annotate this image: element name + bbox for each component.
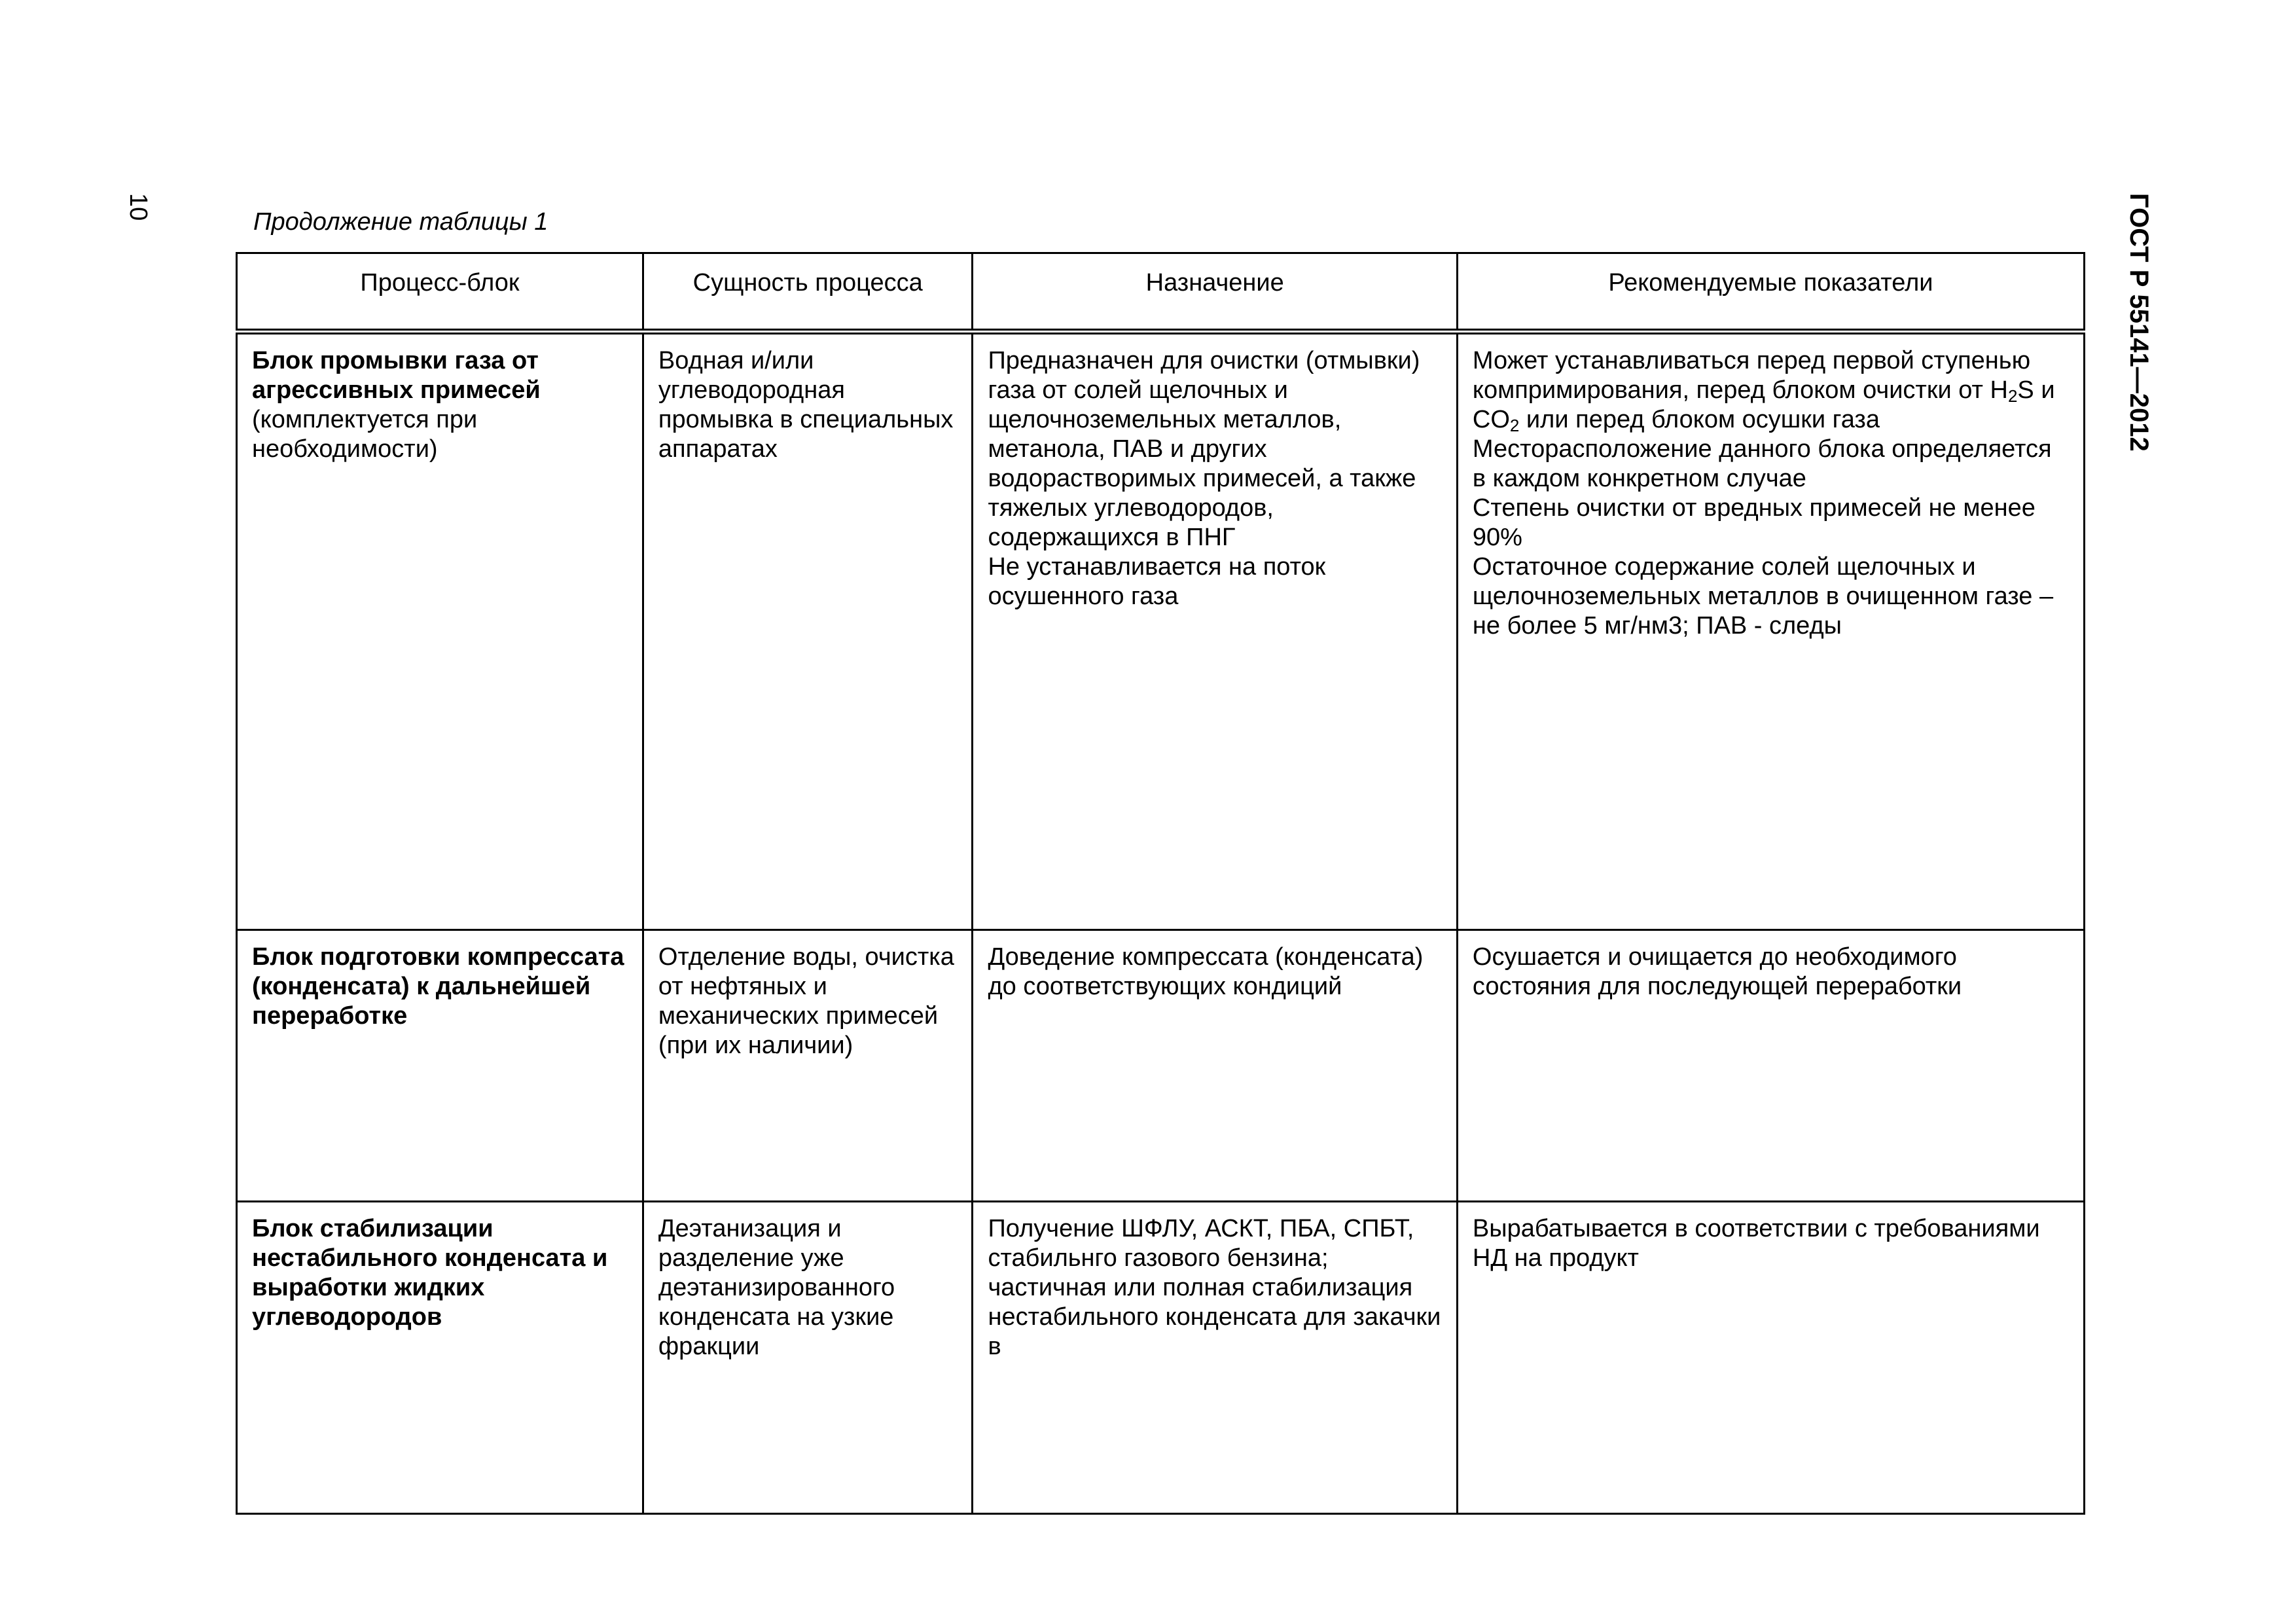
block-name: Блок промывки газа от агрессивных примесей	[252, 347, 541, 404]
cell-purpose	[973, 332, 1457, 930]
table-row	[237, 1202, 2085, 1514]
indicator-text: Может устанавливаться перед первой ступенью компримирования, перед блоком очистки от $H_2S$ и $CO_2$ или перед блоком осушки газа	[1472, 347, 2055, 435]
table-header-row	[237, 253, 2085, 332]
header-process-essence: Сущность процесса	[643, 253, 973, 332]
header-recommended-indicators: Рекомендуемые показатели	[1457, 253, 2084, 332]
indicator-text: Остаточное содержание солей щелочных и щелочноземельных металлов в очищенном газе – не более 5 мг/нм3; ПАВ - следы	[1472, 553, 2054, 640]
header-process-block: Процесс-блок	[237, 253, 643, 332]
cell-essence: Деэтанизация и разделение уже деэтанизированного конденсата на узкие фракции	[643, 1202, 973, 1514]
cell-process-block	[237, 1202, 643, 1514]
table-caption: Продолжение таблицы 1	[253, 208, 548, 236]
cell-indicators: Осушается и очищается до необходимого состояния для последующей переработки	[1457, 930, 2084, 1202]
block-name: Блок стабилизации нестабильного конденсата и выработки жидких углеводородов	[252, 1215, 608, 1331]
cell-process-block	[237, 332, 643, 930]
table-row	[237, 930, 2085, 1202]
table-row	[237, 332, 2085, 930]
header-purpose: Назначение	[973, 253, 1457, 332]
cell-purpose: Получение ШФЛУ, АСКТ, ПБА, СПБТ, стабильнго газового бензина; частичная или полная стабилизация нестабильного конденсата для закачки в	[973, 1202, 1457, 1514]
cell-essence: Отделение воды, очистка от нефтяных и механических примесей (при их наличии)	[643, 930, 973, 1202]
cell-indicators	[1457, 332, 2084, 930]
indicator-text: Месторасположение данного блока определяется в каждом конкретном случае	[1472, 435, 2052, 492]
block-name: Блок подготовки компрессата (конденсата) к дальнейшей переработке	[252, 943, 624, 1030]
block-note: (комплектуется при необходимости)	[252, 406, 478, 463]
document-code: ГОСТ Р 55141—2012	[2125, 193, 2153, 452]
cell-purpose: Доведение компрессата (конденсата) до соответствующих кондиций	[973, 930, 1457, 1202]
indicator-text: Степень очистки от вредных примесей не менее 90%	[1472, 494, 2036, 551]
cell-process-block	[237, 930, 643, 1202]
purpose-text: Не устанавливается на поток осушенного газа	[988, 553, 1326, 610]
page-number: 10	[124, 193, 152, 221]
cell-indicators: Вырабатывается в соответствии с требованиями НД на продукт	[1457, 1202, 2084, 1514]
purpose-text: Предназначен для очистки (отмывки) газа от солей щелочных и щелочноземельных металлов, метанола, ПАВ и других водорастворимых примесей, а также тяжелых углеводородов, содержащихся в ПНГ	[988, 347, 1420, 551]
cell-essence: Водная и/или углеводородная промывка в специальных аппаратах	[643, 332, 973, 930]
process-table	[236, 252, 2085, 1515]
